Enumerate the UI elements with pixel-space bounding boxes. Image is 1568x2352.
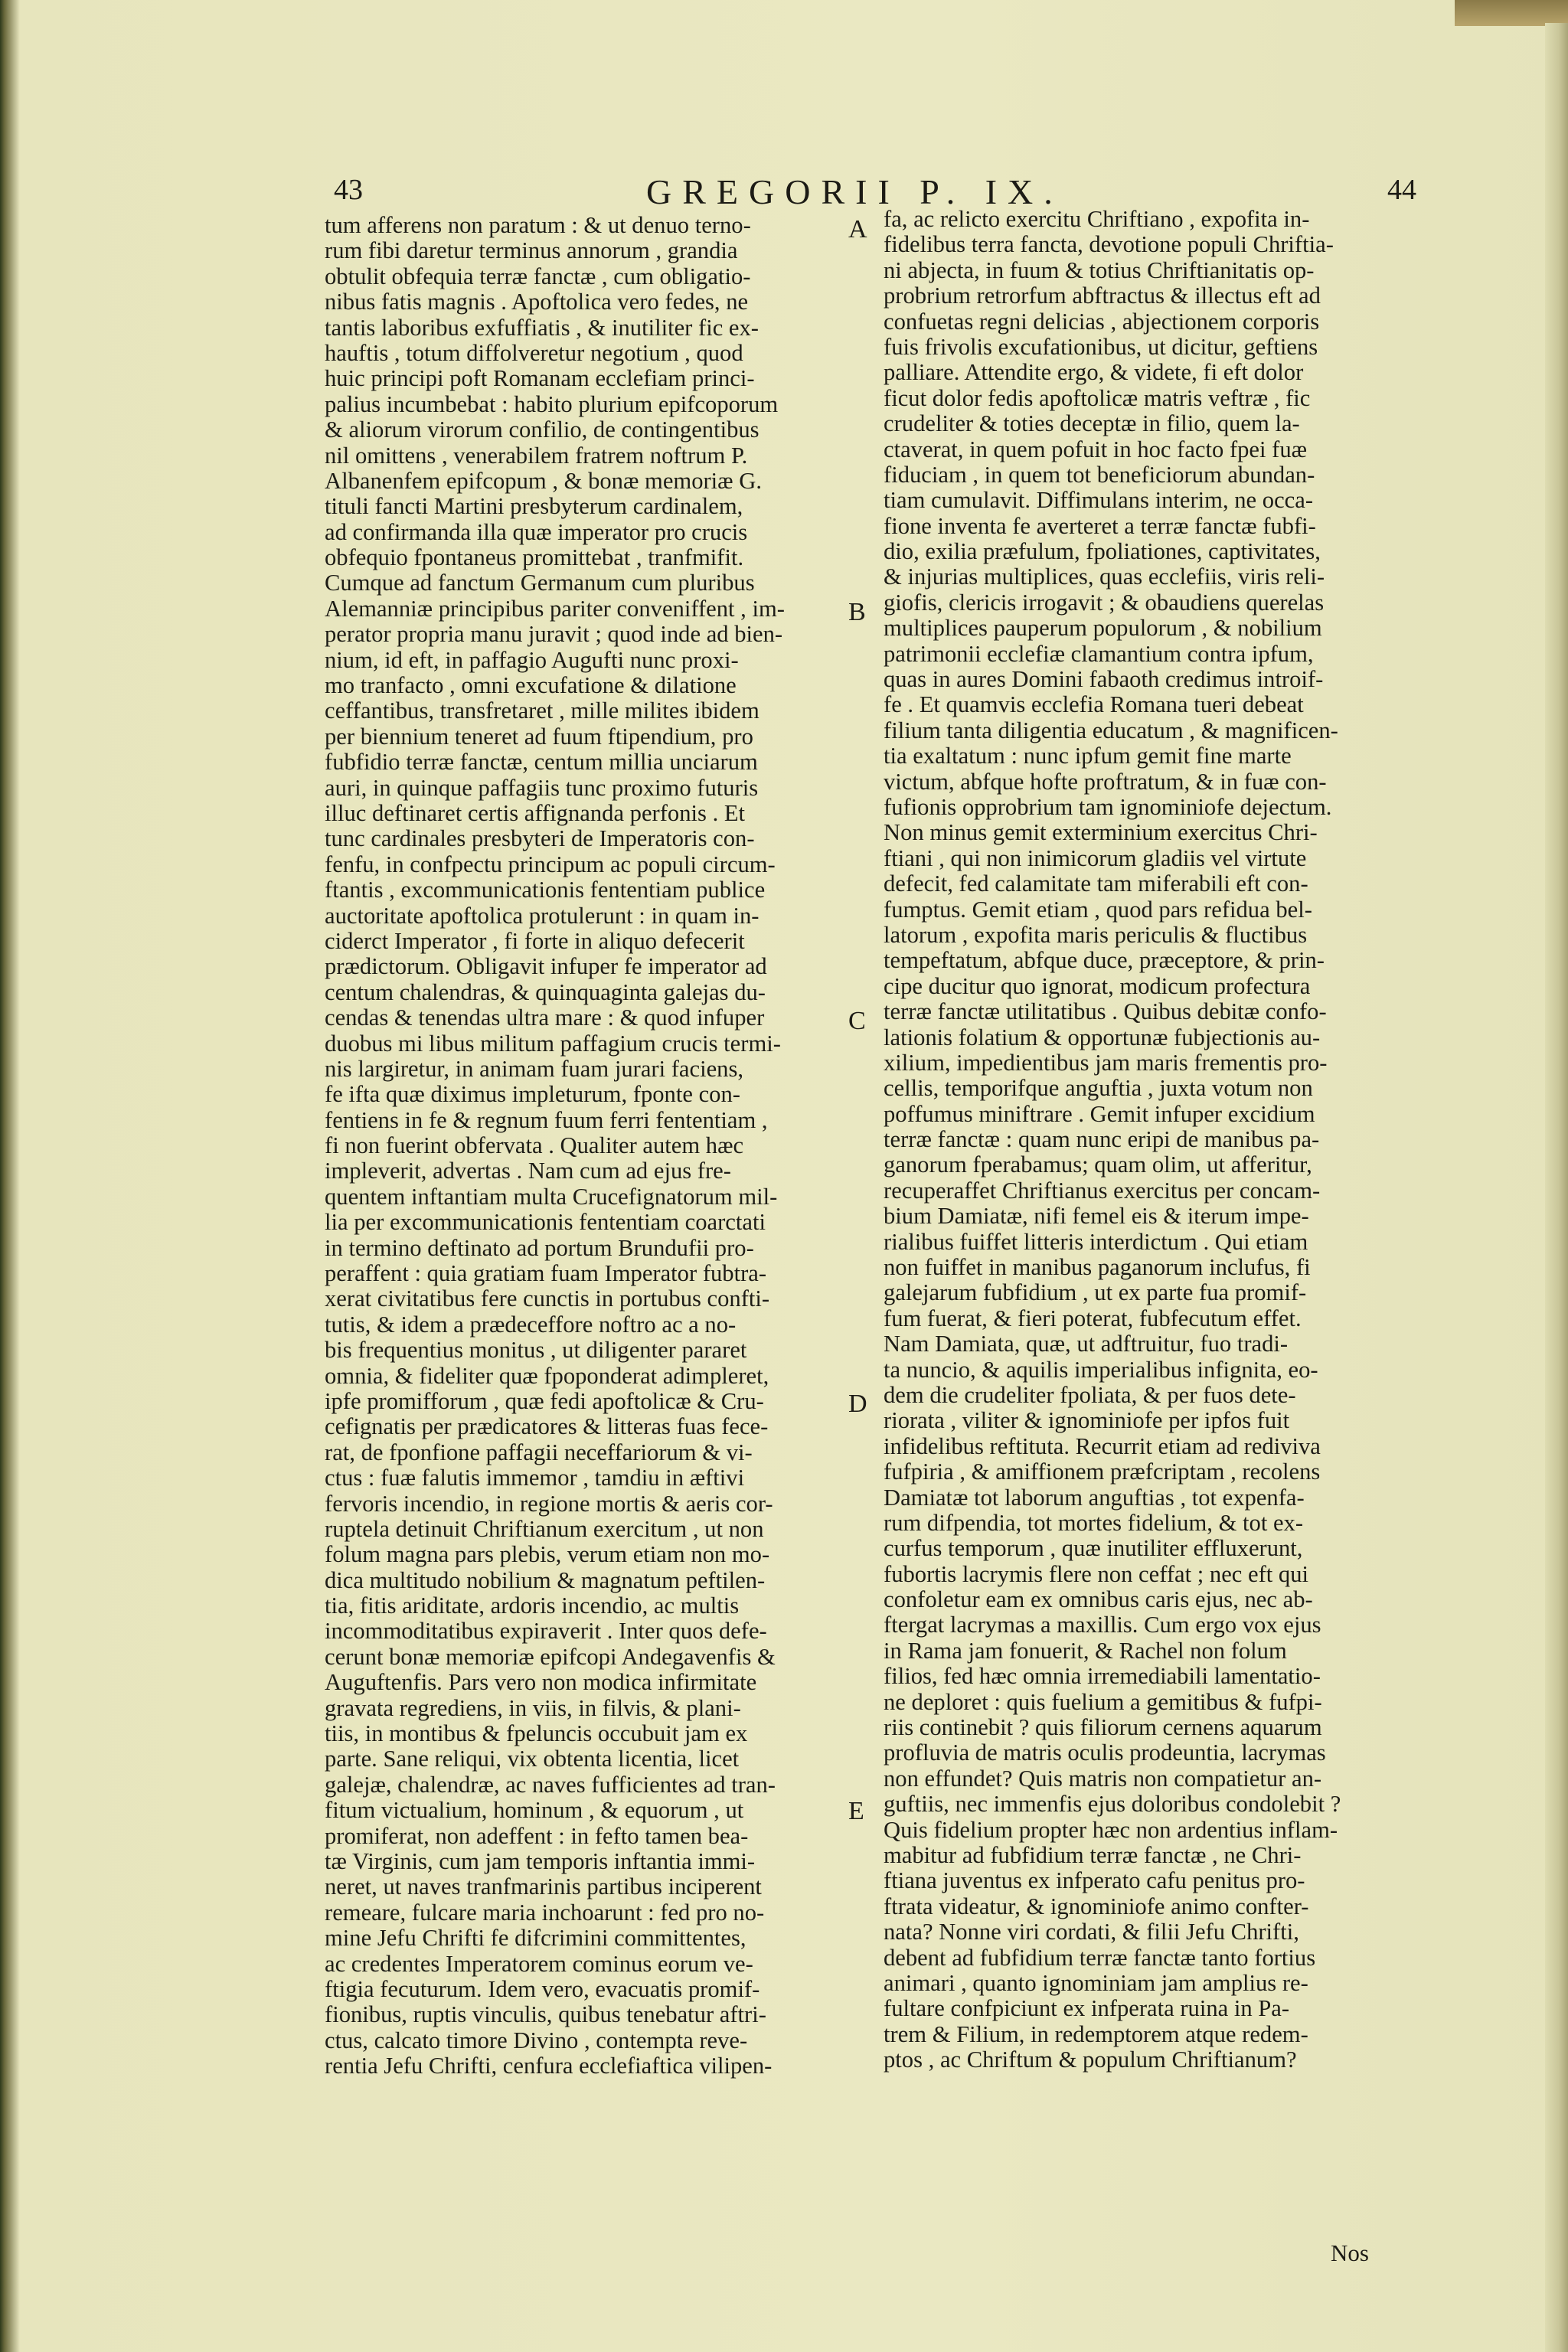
text-line: animari , quanto ignominiam jam amplius re-	[884, 1969, 1308, 1996]
text-line: duobus mi libus militum paffagium crucis termi-	[325, 1030, 781, 1057]
text-line: ciderct Imperator , fi forte in aliquo defecerit	[325, 927, 745, 954]
text-line: nata? Nonne viri cordati, & filii Jefu Chrifti,	[884, 1919, 1299, 1945]
text-line: ne deploret : quis fuelium a gemitibus & fufpi-	[884, 1688, 1322, 1715]
text-line: profluvia de matris oculis prodeuntia, lacrymas	[884, 1740, 1326, 1766]
text-line: ptos , ac Chriftum & populum Chriftianum?	[884, 2047, 1297, 2073]
text-line: bis frequentius monitus , ut diligenter pararet	[325, 1337, 747, 1364]
text-line: terræ fanctæ utilitatibus . Quibus debitæ confo-	[884, 998, 1327, 1025]
text-line: Cumque ad fanctum Germanum cum pluribus	[325, 570, 755, 596]
text-line: fe . Et quamvis ecclefia Romana tueri debeat	[884, 691, 1304, 718]
running-title: GREGORII P. IX.	[646, 172, 1063, 211]
text-line: tantis laboribus exfuffiatis , & inutiliter fic ex-	[325, 314, 759, 341]
text-line: giofis, clericis irrogavit ; & obaudiens querelas	[884, 589, 1325, 616]
text-line: ni abjecta, in fuum & totius Chriftianitatis op-	[884, 256, 1315, 283]
text-line: dem die crudeliter fpoliata, & per fuos dete-	[884, 1381, 1296, 1408]
text-line: curfus temporum , quæ inutiliter effluxerunt,	[884, 1535, 1303, 1562]
text-line: patrimonii ecclefiæ clamantium contra ipfum,	[884, 640, 1314, 667]
text-line: mo tranfacto , omni excufatione & dilatione	[325, 672, 737, 699]
text-line: Nam Damiata, quæ, ut adftruitur, fuo tradi-	[884, 1331, 1289, 1357]
text-line: tutis, & idem a prædeceffore noftro ac a no-	[325, 1311, 737, 1338]
text-line: confuetas regni delicias , abjectionem corporis	[884, 308, 1320, 335]
text-line: Non minus gemit exterminium exercitus Chri-	[884, 819, 1318, 846]
text-line: tunc cardinales presbyteri de Imperatoris con-	[325, 825, 755, 852]
text-line: & aliorum virorum confilio, de contingentibus	[325, 416, 760, 443]
text-line: cerunt bonæ memoriæ epifcopi Andegavenfis &	[325, 1643, 776, 1670]
text-line: fuis frivolis excufationibus, ut dicitur, geftiens	[884, 333, 1318, 360]
text-line: ipfe promifforum , quæ fedi apoftolicæ & Cru-	[325, 1387, 764, 1414]
text-line: ctaverat, in quem pofuit in hoc facto fpei fuæ	[884, 436, 1308, 462]
text-line: cellis, temporifque anguftia , juxta votum non	[884, 1075, 1313, 1102]
text-line: neret, ut naves tranfmarinis partibus inciperent	[325, 1873, 762, 1900]
text-line: fubortis lacrymis flere non ceffat ; nec eft qui	[884, 1560, 1309, 1587]
left-page-number: 43	[334, 174, 363, 206]
text-line: parte. Sane reliqui, vix obtenta licentia, licet	[325, 1746, 740, 1772]
text-line: xilium, impedientibus jam maris frementis pro-	[884, 1049, 1328, 1076]
text-line: gravata regrediens, in viis, in filvis, & plani-	[325, 1694, 741, 1721]
text-line: illuc deftinaret certis affignanda perfonis . Et	[325, 799, 746, 826]
text-line: in termino deftinato ad portum Brundufii pro-	[325, 1234, 754, 1261]
text-line: nium, id eft, in paffagio Augufti nunc proxi-	[325, 646, 739, 673]
text-line: victum, abfque hofte proftratum, & in fuæ con-	[884, 768, 1327, 795]
text-line: nil omittens , venerabilem fratrem noftrum P.	[325, 442, 748, 469]
text-line: tiis, in montibus & fpeluncis occubuit jam ex	[325, 1720, 748, 1747]
text-line: nis largiretur, in animam fuam jurari faciens,	[325, 1055, 744, 1082]
text-line: lationis folatium & opportunæ fubjectionis au-	[884, 1024, 1321, 1050]
text-line: ftrata videatur, & ignominiofe animo confter-	[884, 1893, 1309, 1919]
text-line: fe ifta quæ diximus impleturum, fponte con-	[325, 1081, 740, 1108]
text-line: ftantis , excommunicationis fententiam publice	[325, 877, 766, 903]
text-line: huic principi poft Romanam ecclefiam princi-	[325, 365, 755, 392]
text-line: confoletur eam ex omnibus caris ejus, nec ab-	[884, 1586, 1313, 1613]
text-line: fenfu, in confpectu principum ac populi circum-	[325, 851, 776, 877]
text-line: tempeftatum, abfque duce, præceptore, & prin-	[884, 947, 1325, 974]
text-line: probrium retrorfum abftractus & illectus eft ad	[884, 283, 1321, 309]
text-line: tia, fitis ariditate, ardoris incendio, ac multis	[325, 1592, 740, 1619]
text-line: guftiis, nec immenfis ejus doloribus condolebit ?	[884, 1791, 1341, 1818]
text-line: Alemanniæ principibus pariter conveniffent , im-	[325, 595, 785, 622]
text-line: Damiatæ tot laborum anguftias , tot expenfa-	[884, 1484, 1305, 1511]
text-line: defecit, fed calamitate tam miferabili eft con-	[884, 871, 1308, 897]
text-line: ftiana juventus ex infperato cafu penitus pro-	[884, 1867, 1305, 1894]
text-line: rum fibi daretur terminus annorum , grandia	[325, 237, 738, 264]
text-line: & injurias multiplices, quas ecclefiis, viris reli-	[884, 564, 1325, 590]
text-line: fumptus. Gemit etiam , quod pars refidua bel-	[884, 896, 1312, 923]
text-line: auctoritate apoftolica protulerunt : in quam in-	[325, 902, 760, 929]
text-line: fiduciam , in quem tot beneficiorum abundan-	[884, 461, 1315, 488]
text-line: cendas & tenendas ultra mare : & quod infuper	[325, 1004, 765, 1031]
book-page	[28, 31, 1544, 2350]
text-line: fultare confpiciunt ex infperata ruina in Pa-	[884, 1995, 1290, 2022]
binding-strip	[1455, 0, 1568, 26]
text-line: fufionis opprobrium tam ignominiofe dejectum.	[884, 793, 1332, 820]
text-line: in Rama jam fonuerit, & Rachel non folum	[884, 1637, 1287, 1664]
text-line: impleverit, advertas . Nam cum ad ejus fre-	[325, 1158, 731, 1184]
text-line: promiferat, non adeffent : in fefto tamen bea-	[325, 1822, 749, 1849]
text-line: Auguftenfis. Pars vero non modica infirmitate	[325, 1669, 757, 1696]
left-text-column	[325, 213, 845, 2079]
text-line: fum fuerat, & fieri poterat, fubfecutum effet.	[884, 1305, 1302, 1331]
text-line: Quis fidelium propter hæc non ardentius inflam-	[884, 1816, 1338, 1843]
text-line: Albanenfem epifcopum , & bonæ memoriæ G.	[325, 467, 762, 494]
text-line: ac credentes Imperatorem cominus eorum ve-	[325, 1950, 753, 1977]
text-line: remeare, fulcare maria inchoarunt : fed pro no-	[325, 1899, 765, 1926]
text-line: dio, exilia præfulum, fpoliationes, captivitates,	[884, 538, 1321, 565]
margin-letter: E	[848, 1797, 864, 1825]
text-line: perator propria manu juravit ; quod inde ad bien-	[325, 621, 783, 648]
text-line: infidelibus reftituta. Recurrit etiam ad rediviva	[884, 1432, 1321, 1459]
text-line: ftigia fecuturum. Idem vero, evacuatis promif-	[325, 1975, 760, 2002]
text-line: omnia, & fideliter quæ fpoponderat adimpleret,	[325, 1362, 769, 1389]
text-line: tæ Virginis, cum jam temporis inftantia immi-	[325, 1848, 756, 1874]
text-line: ruptela detinuit Chriftianum exercitum , ut non	[325, 1515, 764, 1542]
text-line: lia per excommunicationis fententiam coarctati	[325, 1209, 766, 1236]
text-line: filios, fed hæc omnia irremediabili lamentatio-	[884, 1663, 1321, 1690]
text-line: centum chalendras, & quinquaginta galejas du-	[325, 978, 766, 1005]
text-line: ad confirmanda illa quæ imperator pro crucis	[325, 518, 748, 545]
text-line: palius incumbebat : habito plurium epifcoporum	[325, 390, 779, 417]
text-line: fi non fuerint obfervata . Qualiter autem hæc	[325, 1132, 744, 1159]
text-line: fa, ac relicto exercitu Chriftiano , expofita in-	[884, 206, 1310, 232]
text-line: fione inventa fe averteret a terræ fanctæ fubfi-	[884, 512, 1316, 539]
text-line: nibus fatis magnis . Apoftolica vero fedes, ne	[325, 289, 749, 315]
margin-letter: A	[848, 215, 867, 243]
text-line: rentia Jefu Chrifti, cenfura ecclefiaftica vilipen-	[325, 2053, 773, 2079]
text-line: incommoditatibus expiraverit . Inter quos defe-	[325, 1618, 767, 1645]
text-line: folum magna pars plebis, verum etiam non mo-	[325, 1541, 770, 1568]
margin-letter: C	[848, 1007, 866, 1035]
text-line: obfequio fpontaneus promittebat , tranfmifit.	[325, 544, 744, 571]
text-line: bium Damiatæ, nifi femel eis & iterum impe-	[884, 1203, 1309, 1230]
text-line: ganorum fperabamus; quam olim, ut afferitur,	[884, 1152, 1312, 1178]
text-line: non fuiffet in manibus paganorum inclufus, fi	[884, 1254, 1311, 1281]
text-line: dica multitudo nobilium & magnatum peftilen-	[325, 1566, 766, 1593]
text-line: fionibus, ruptis vinculis, quibus tenebatur aftri-	[325, 2001, 766, 2028]
text-line: tituli fancti Martini presbyterum cardinalem,	[325, 493, 743, 520]
margin-letter: D	[848, 1390, 867, 1418]
text-line: riis continebit ? quis filiorum cernens aquarum	[884, 1714, 1322, 1741]
text-line: rat, de fponfione paffagii neceffariorum & vi-	[325, 1439, 753, 1465]
right-page-number: 44	[1387, 174, 1416, 206]
text-line: rialibus fuiffet litteris interdictum . Qui etiam	[884, 1228, 1308, 1255]
text-line: tia exaltatum : nunc ipfum gemit fine marte	[884, 743, 1292, 769]
text-line: recuperaffet Chriftianus exercitus per concam-	[884, 1177, 1321, 1204]
text-line: filium tanta diligentia educatum , & magnificen-	[884, 717, 1338, 743]
text-line: cipe ducitur quo ignorat, modicum profectura	[884, 972, 1311, 999]
text-line: xerat civitatibus fere cunctis in portubus confti-	[325, 1285, 770, 1312]
text-line: ta nuncio, & aquilis imperialibus infignita, eo-	[884, 1356, 1318, 1383]
text-line: palliare. Attendite ergo, & videte, fi eft dolor	[884, 359, 1304, 386]
text-line: fentiens in fe & regnum fuum ferri fententiam ,	[325, 1106, 768, 1133]
text-line: poffumus miniftrare . Gemit infuper excidium	[884, 1100, 1315, 1127]
text-line: terræ fanctæ : quam nunc eripi de manibus pa-	[884, 1126, 1320, 1153]
text-line: per biennium teneret ad fuum ftipendium, pro	[325, 723, 753, 750]
catchword: Nos	[1331, 2239, 1369, 2266]
text-line: fubfidio terræ fanctæ, centum millia unciarum	[325, 749, 758, 776]
text-line: auri, in quinque paffagiis tunc proximo futuris	[325, 774, 759, 801]
text-line: mine Jefu Chrifti fe difcrimini committentes,	[325, 1925, 746, 1952]
text-line: trem & Filium, in redemptorem atque redem-	[884, 2020, 1308, 2047]
text-line: fitum victualium, hominum , & equorum , ut	[325, 1797, 744, 1824]
text-line: obtulit obfequia terræ fanctæ , cum obligatio-	[325, 263, 751, 289]
text-line: debent ad fubfidium terræ fanctæ tanto fortius	[884, 1944, 1316, 1971]
page-edge	[1545, 23, 1568, 2352]
text-line: quentem inftantiam multa Crucefignatorum mil-	[325, 1183, 778, 1210]
margin-letter: B	[848, 598, 866, 626]
text-line: fervoris incendio, in regione mortis & aeris cor-	[325, 1490, 773, 1517]
text-line: cefignatis per prædicatores & litteras fuas fece-	[325, 1413, 769, 1440]
text-line: fidelibus terra fancta, devotione populi Chriftia-	[884, 231, 1334, 258]
text-line: quas in aures Domini fabaoth credimus introif-	[884, 666, 1324, 693]
text-line: multiplices pauperum populorum , & nobilium	[884, 615, 1322, 642]
text-line: galejarum fubfidium , ut ex parte fua promif-	[884, 1279, 1307, 1306]
text-line: non effundet? Quis matris non compatietur an-	[884, 1765, 1322, 1792]
text-line: ftiani , qui non inimicorum gladiis vel virtute	[884, 844, 1307, 871]
text-line: ctus, calcato timore Divino , contempta reve-	[325, 2027, 748, 2053]
text-line: prædictorum. Obligavit infuper fe imperator ad	[325, 953, 767, 980]
text-line: riorata , viliter & ignominiofe per ipfos fuit	[884, 1407, 1290, 1434]
text-line: latorum , expofita maris periculis & fluctibus	[884, 921, 1308, 948]
text-line: rum difpendia, tot mortes fidelium, & tot ex-	[884, 1509, 1304, 1536]
text-line: ctus : fuæ falutis immemor , tamdiu in æftivi	[325, 1465, 745, 1491]
text-line: hauftis , totum diffolveretur negotium , quod	[325, 339, 743, 366]
right-text-column	[884, 207, 1435, 2073]
text-line: tiam cumulavit. Diffimulans interim, ne occa-	[884, 487, 1314, 514]
text-line: ftergat lacrymas a maxillis. Cum ergo vox ejus	[884, 1612, 1321, 1638]
text-line: galejæ, chalendræ, ac naves fufficientes ad tran-	[325, 1771, 776, 1798]
text-line: ceffantibus, transfretaret , mille milites ibidem	[325, 697, 760, 724]
text-line: tum afferens non paratum : & ut denuo terno-	[325, 212, 751, 238]
text-line: peraffent : quia gratiam fuam Imperator fubtra-	[325, 1260, 767, 1287]
text-line: crudeliter & toties deceptæ in filio, quem la-	[884, 410, 1300, 437]
text-line: mabitur ad fubfidium terræ fanctæ , ne Chri-	[884, 1842, 1302, 1868]
text-line: ficut dolor fedis apoftolicæ matris veftræ , fic	[884, 384, 1311, 411]
text-line: fufpiria , & amiffionem præfcriptam , recolens	[884, 1459, 1321, 1485]
